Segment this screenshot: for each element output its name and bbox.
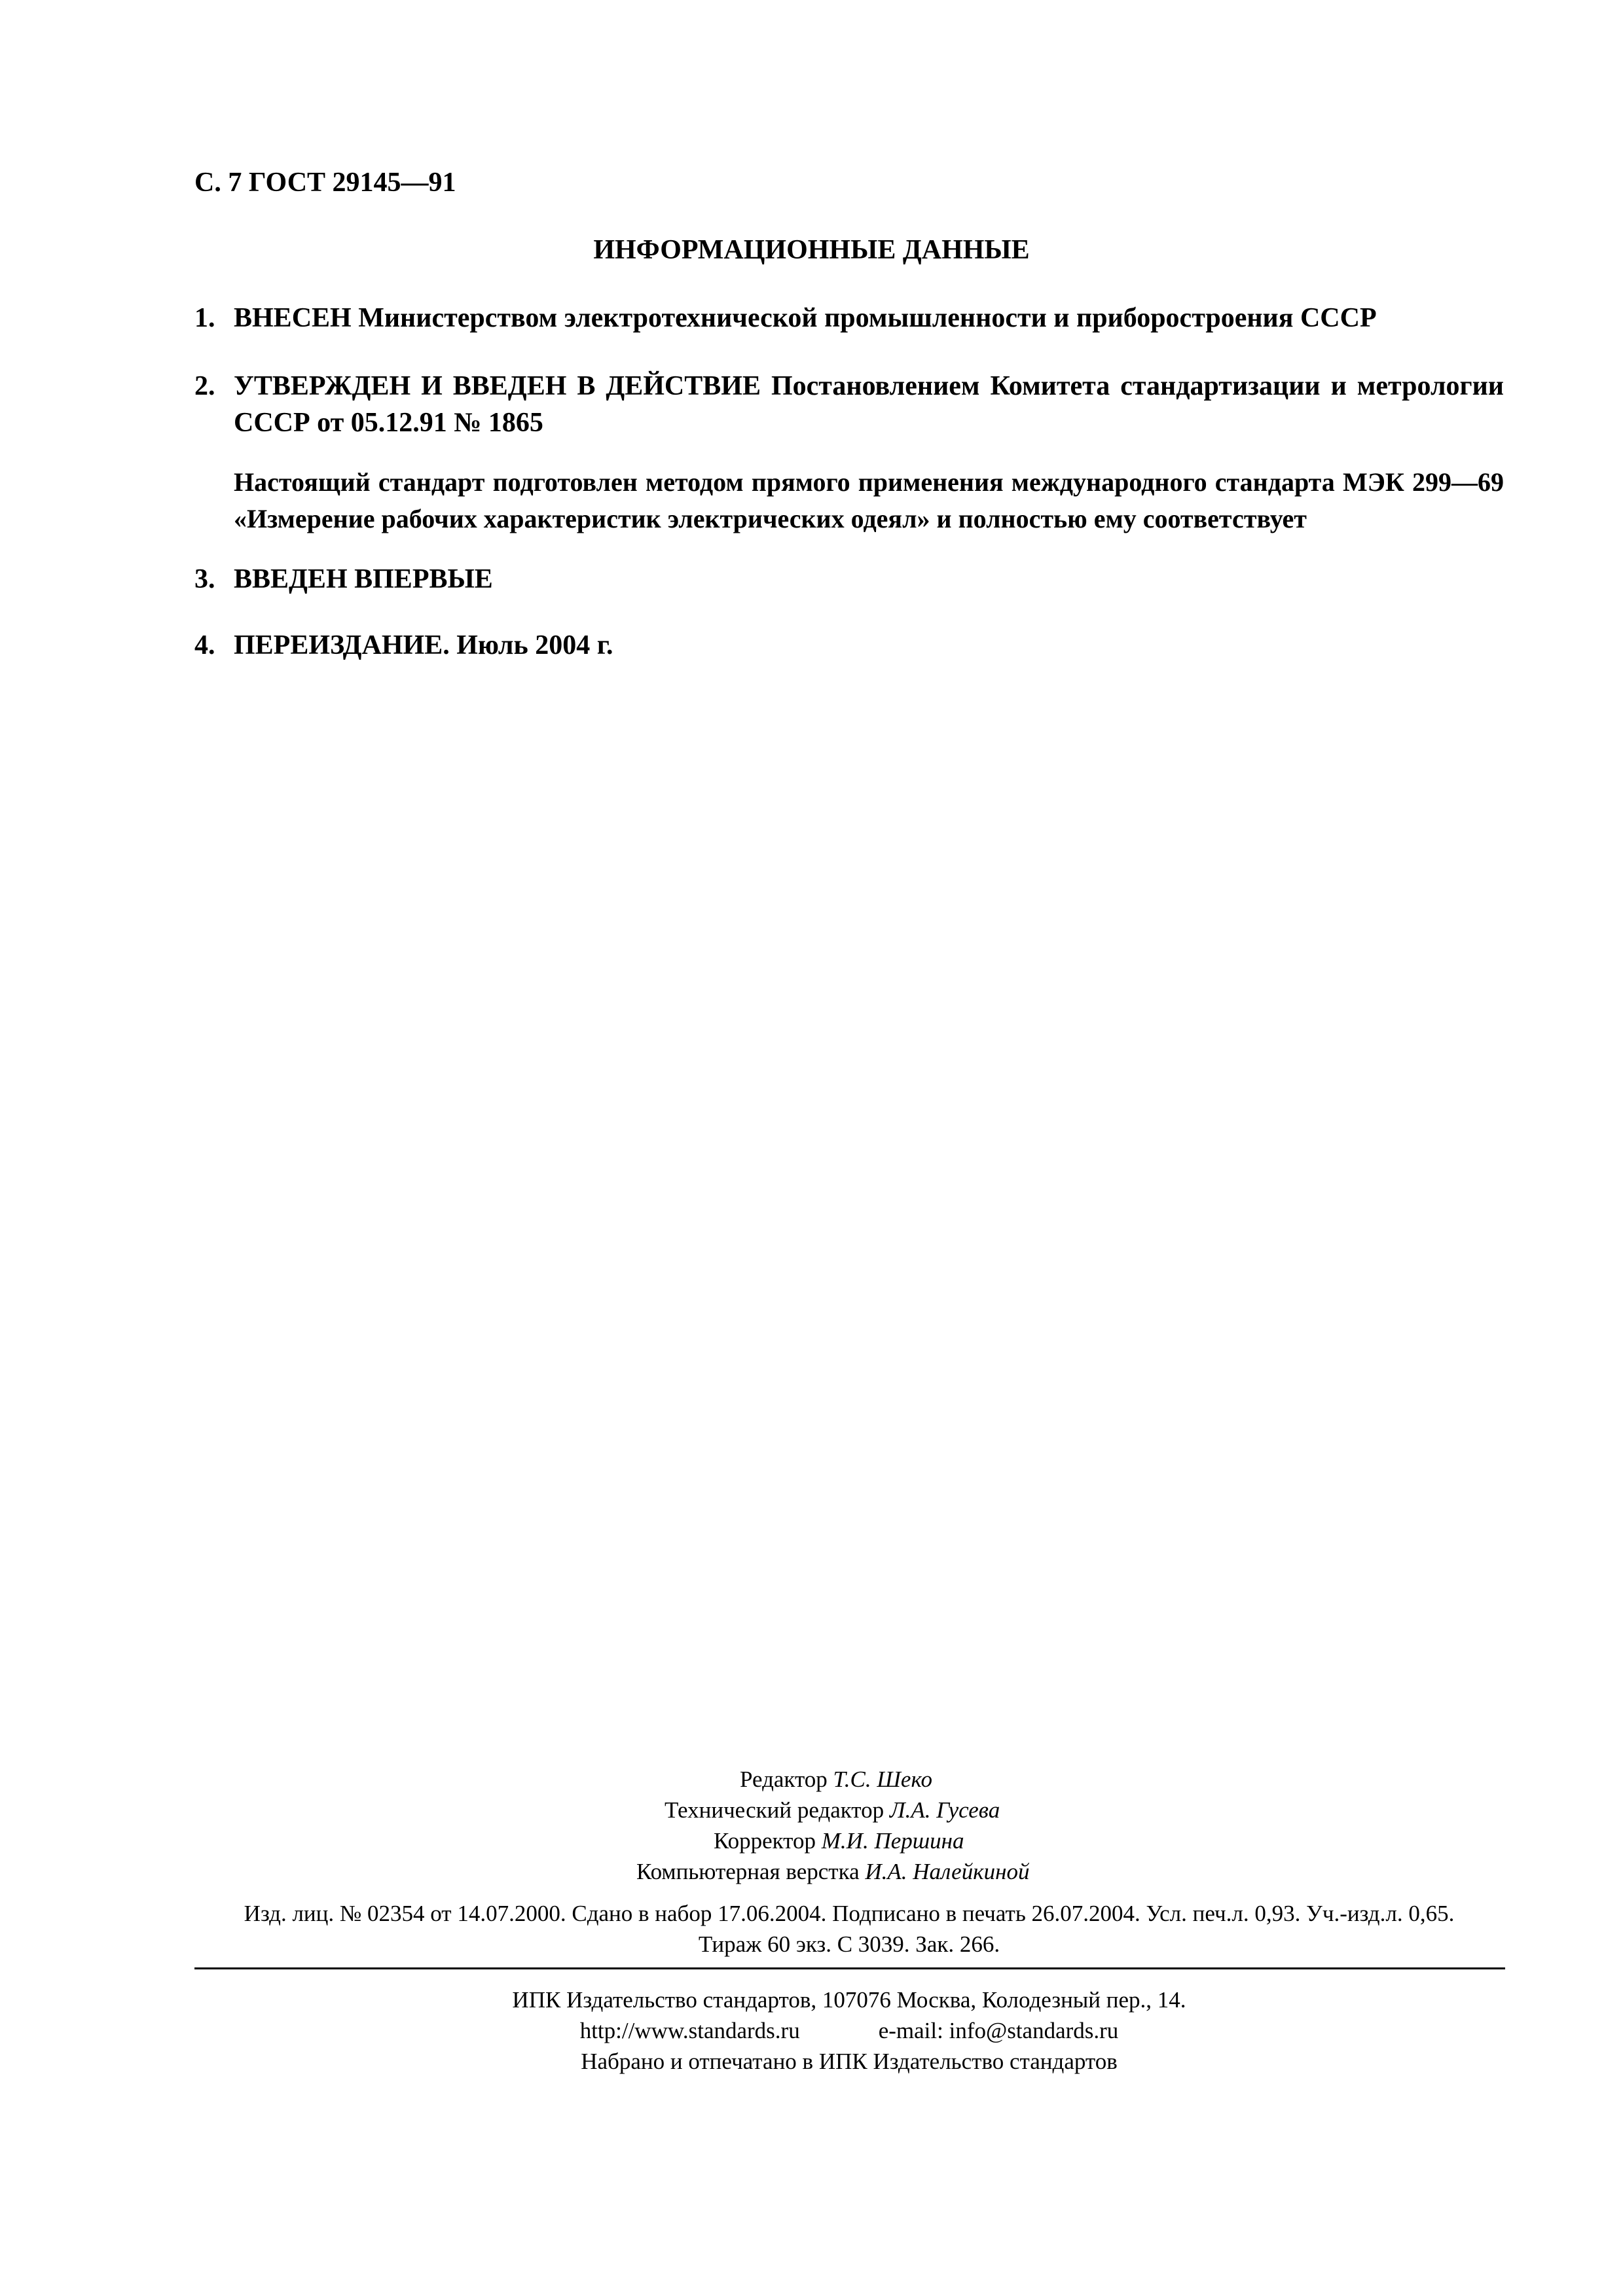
publisher-footer xyxy=(194,1984,1504,2077)
credit-name: Т.С. Шеко xyxy=(833,1767,932,1792)
credit-name: И.А. Налейкиной xyxy=(865,1859,1030,1884)
credit-role: Компьютерная верстка xyxy=(636,1859,860,1884)
credit-technical-editor xyxy=(665,1795,1000,1825)
item-text: УТВЕРЖДЕН И ВВЕДЕН В ДЕЙСТВИЕ Постановлением Комитета стандартизации и метрологии СССР от 05.12.91 № 1865 xyxy=(234,371,1504,438)
item-text: ВНЕСЕН Министерством электротехнической промышленности и приборостроения СССР xyxy=(234,303,1377,333)
item-text: ВВЕДЕН ВПЕРВЫЕ xyxy=(234,564,493,594)
divider xyxy=(194,1967,1505,1969)
credit-proofreader xyxy=(714,1825,964,1856)
item-number: 4. xyxy=(194,630,215,660)
credit-name: М.И. Першина xyxy=(821,1828,964,1854)
credit-name: Л.А. Гусева xyxy=(889,1797,1000,1823)
imprint-line-2: Тираж 60 экз. С 3039. Зак. 266. xyxy=(698,1931,1000,1957)
credit-editor xyxy=(740,1764,932,1795)
item-2-note: Настоящий стандарт подготовлен методом прямого применения международного стандарта МЭК 299—69 «Измерение рабочих характеристик электрических одеял» и полностью ему соответствует xyxy=(234,467,1504,533)
info-item-3 xyxy=(194,561,1504,598)
credit-role: Редактор xyxy=(740,1767,828,1792)
publisher-website: http://www.standards.ru xyxy=(579,2018,800,2043)
publisher-contacts xyxy=(194,2015,1504,2046)
imprint-line-1: Изд. лиц. № 02354 от 14.07.2000. Сдано в набор 17.06.2004. Подписано в печать 26.07.2004. Усл. печ.л. 0,93. Уч.-изд.л. 0,65. xyxy=(244,1901,1455,1926)
item-number: 2. xyxy=(194,371,215,401)
item-number: 1. xyxy=(194,303,215,333)
page-header: С. 7 ГОСТ 29145—91 xyxy=(194,168,456,198)
item-text: ПЕРЕИЗДАНИЕ. Июль 2004 г. xyxy=(234,630,613,660)
credit-role: Корректор xyxy=(714,1828,816,1854)
publisher-address: ИПК Издательство стандартов, 107076 Москва, Колодезный пер., 14. xyxy=(512,1987,1186,2013)
imprint-block xyxy=(194,1898,1504,1960)
publisher-email: e-mail: info@standards.ru xyxy=(878,2018,1119,2043)
section-title: ИНФОРМАЦИОННЫЕ ДАННЫЕ xyxy=(593,235,1030,265)
info-item-1 xyxy=(194,300,1504,336)
info-item-2 xyxy=(194,368,1504,441)
item-number: 3. xyxy=(194,564,215,594)
credit-layout xyxy=(636,1856,1029,1887)
credit-role: Технический редактор xyxy=(665,1797,884,1823)
printed-by: Набрано и отпечатано в ИПК Издательство стандартов xyxy=(581,2049,1118,2074)
info-item-4 xyxy=(194,627,1504,664)
